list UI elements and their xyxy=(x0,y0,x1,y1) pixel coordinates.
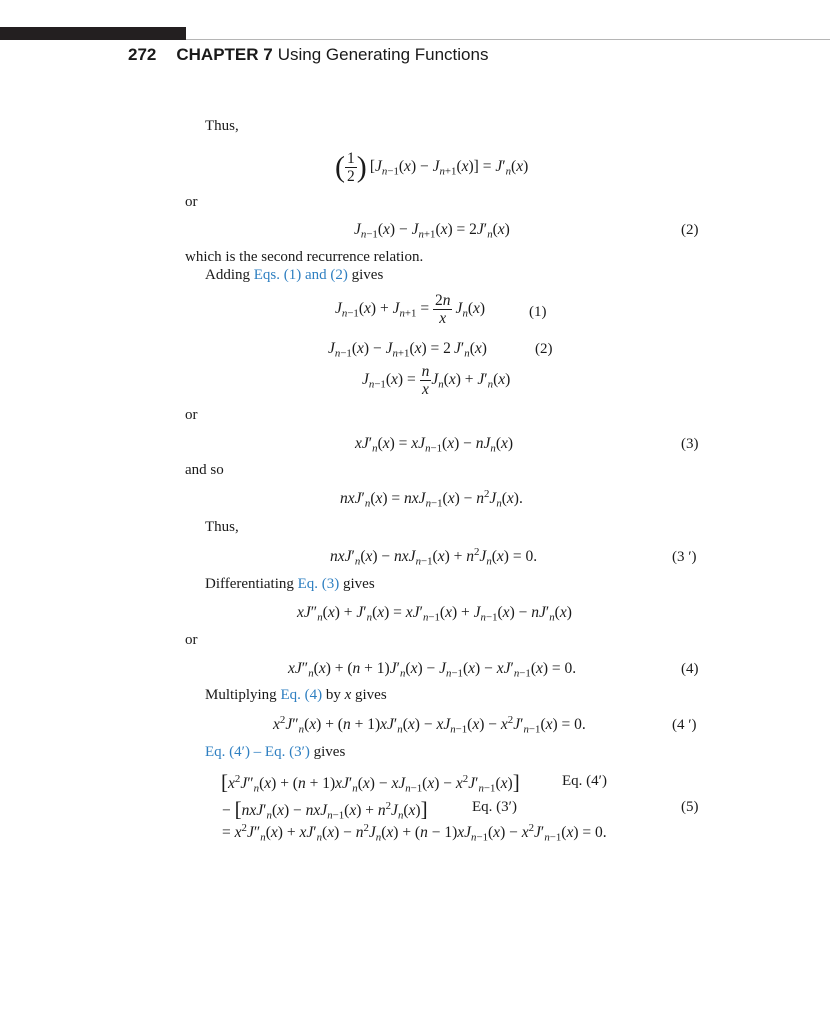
link-eqs-1-2[interactable]: Eqs. (1) and (2) xyxy=(253,267,348,283)
text-adding-pre: Adding xyxy=(205,267,254,283)
link-eq-4[interactable]: Eq. (4) xyxy=(280,687,323,703)
chapter-label: CHAPTER 7 xyxy=(176,45,273,64)
link-eq-3[interactable]: Eq. (3) xyxy=(297,576,340,592)
text-thus-2: Thus, xyxy=(205,519,239,535)
equation-2: $J_{n-1}(x) - J_{n+1}(x) = 2J'_n(x)$ xyxy=(354,221,510,241)
equation-5-line-1: $[x^2J''_n(x) + (n + 1)xJ'_n(x) - xJ_{n-1}(x) - x^2J'_{n-1}(x)]$ xyxy=(221,770,520,795)
annotation-eq-4-prime: Eq. (4′) xyxy=(562,773,607,789)
equation-number-3: (3) xyxy=(681,436,699,452)
text-eq-difference xyxy=(205,744,345,761)
text-adding-post: gives xyxy=(347,267,384,283)
equation-number-3-prime: (3 ′) xyxy=(672,549,697,565)
text-multiplying xyxy=(205,687,387,704)
equation-number-2: (2) xyxy=(681,222,699,238)
equation-5-line-2: − $[nxJ'_n(x) - nxJ_{n-1}(x) + n^2J_n(x)]$ xyxy=(222,797,428,822)
text-and-so: and so xyxy=(185,462,224,478)
link-eq-4p-minus-3p[interactable]: Eq. (4′) – Eq. (3′) xyxy=(205,744,310,760)
equation-number-4: (4) xyxy=(681,661,699,677)
annotation-eq-3-prime: Eq. (3′) xyxy=(472,799,517,815)
equation-differentiated: $xJ''_n(x) + J'_n(x) = xJ'_{n-1}(x) + J_{n-1}(x) - nJ'_n(x)$ xyxy=(297,604,572,624)
equation-number-4-prime: (4 ′) xyxy=(672,717,697,733)
text-diff-post: gives xyxy=(339,576,375,592)
system-equation-2: $J_{n-1}(x) - J_{n+1}(x) = 2$ $J'_n(x)$ xyxy=(328,340,487,360)
text-adding xyxy=(205,267,383,284)
system-equation-1: $J_{n-1}(x) + J_{n+1}$ = $\frac{2n}{x}$ $J_n(x)$ xyxy=(335,292,486,328)
equation-3-prime: $nxJ'_n(x) - nxJ_{n-1}(x) + n^2J_n(x) = 0$. xyxy=(330,546,538,568)
text-mult-mid: by xyxy=(322,687,345,703)
text-mult-var: x xyxy=(344,687,352,703)
text-diff-pre: Differentiating xyxy=(205,576,298,592)
header-rule xyxy=(186,39,830,40)
system-number-2: (2) xyxy=(535,341,553,357)
equation-3: $xJ'_n(x) = xJ_{n-1}(x) - nJ_n(x)$ xyxy=(355,435,514,455)
equation-half-difference: ( $\frac{1}{2}$ ) $[J_{n-1}(x) - J_{n+1}(x)] = J'_n(x)$ xyxy=(335,150,529,186)
equation-4: $xJ''_n(x) + (n + 1)J'_n(x) - J_{n-1}(x) - xJ'_{n-1}(x) = 0$. xyxy=(288,660,577,680)
page-number: 272 xyxy=(128,45,157,64)
text-thus-1: Thus, xyxy=(205,118,239,134)
equation-3-times-n: $nxJ'_n(x) = nxJ_{n-1}(x) - n^2J_n(x)$. xyxy=(340,488,523,510)
running-header xyxy=(128,45,488,65)
system-number-1: (1) xyxy=(529,304,547,320)
equation-5-line-3: = $x^2J''_n(x) + xJ'_n(x) - n^2J_n(x) + (n - 1)xJ_{n-1}(x) - x^2J'_{n-1}(x) = 0$. xyxy=(222,822,607,844)
equation-4-prime: $x^2J''_n(x) + (n + 1)xJ'_n(x) - xJ_{n-1}(x) - x^2J'_{n-1}(x) = 0$. xyxy=(273,714,586,736)
chapter-title: Using Generating Functions xyxy=(277,45,489,64)
system-equation-sum: $J_{n-1}(x)$ = $\frac{n}{x}$ $J_n(x) + J'_n(x)$ xyxy=(362,363,511,399)
header-dark-bar xyxy=(0,27,186,40)
text-or-2: or xyxy=(185,407,198,423)
text-differentiating xyxy=(205,576,375,593)
text-diffeq-post: gives xyxy=(309,744,346,760)
text-or-3: or xyxy=(185,632,198,648)
text-mult-post: gives xyxy=(351,687,387,703)
text-or-1: or xyxy=(185,194,198,210)
equation-number-5: (5) xyxy=(681,799,699,815)
text-second-recurrence: which is the second recurrence relation. xyxy=(185,249,424,265)
text-mult-pre: Multiplying xyxy=(205,687,281,703)
